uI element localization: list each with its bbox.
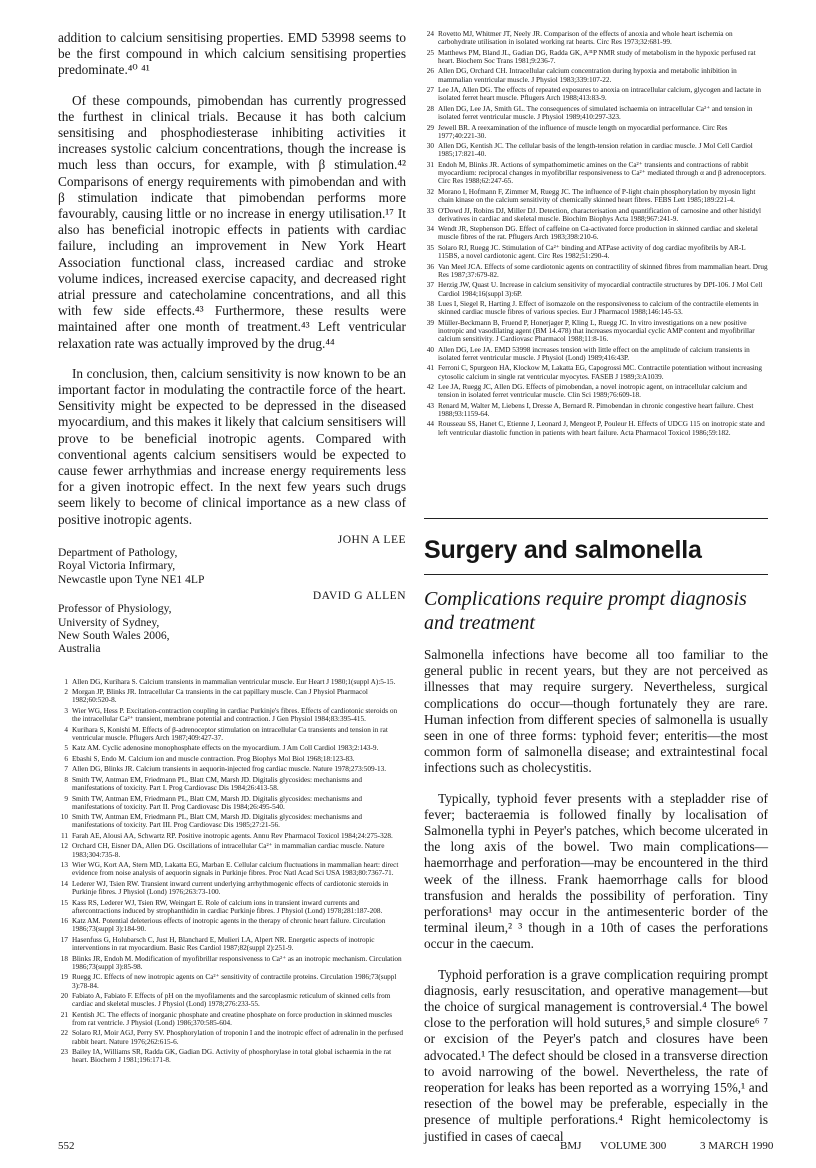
reference-text: Orchard CH, Eisner DA, Allen DG. Oscillations of intracellular Ca²⁺ in mammalian cardiac muscle. Nature 1983;304:735-8. <box>72 842 385 859</box>
reference-text: Allen DG, Lee JA, Smith GL. The consequences of simulated ischaemia on intracellular Ca²⁺ and tension in isolated ferret ventricular muscle. J Physiol 1989;410:297-323. <box>438 104 753 122</box>
body-paragraph: Of these compounds, pimobendan has currently progressed the furthest in clinical trials. Because it has both calcium sensitising and phosphodiesterase inhibiting activities it increases systolic calcium concentrations, though the increase is much less than occurs, for example, with β stimulation.⁴² Comparisons of energy requirements with pimobendan and with β stimulation indicate that pimobendan performs more favourably, causing little or no increase in energy utilisation.¹⁷ It also has beneficial inotropic effects in patients with cardiac failure, including an improvement in New York Heart Association functional class, increased cardiac and stroke volume indices, increased exercise capacity, and decreased right atrial pressure and catecholamine concentrations, and all this with few side effects.⁴³ Furthermore, these results were maintained after one month of treatment.⁴³ Left ventricular relaxation rate was actually improved by the drug.⁴⁴ <box>58 92 406 351</box>
reference-text: Morgan JP, Blinks JR. Intracellular Ca transients in the cat papillary muscle. Can J Physiol Pharmacol 1982;60:520-8. <box>72 688 368 705</box>
reference-item <box>58 776 406 792</box>
body-paragraph: addition to calcium sensitising properties. EMD 53998 seems to be the first compound in which calcium sensitising properties predominate.⁴⁰ ⁴¹ <box>58 30 406 78</box>
reference-item <box>424 346 768 362</box>
reference-item <box>424 124 768 140</box>
address-line: University of Sydney, <box>58 615 160 629</box>
reference-number: 20 <box>60 992 68 1001</box>
reference-text: Allen DG, Lee JA. EMD 53998 increases tension with little effect on the amplitude of calcium transients in isolated ferret ventricular muscle. J Physiol (Lond) 1989;416:43P. <box>438 345 750 362</box>
reference-item <box>58 861 406 877</box>
reference-number: 43 <box>426 401 434 410</box>
reference-item <box>58 992 406 1008</box>
article-paragraph: Salmonella infections have become all too familiar to the general public in recent years, but they are not perceived as illnesses that may require surgery. Nevertheless, surgical complications do occur—though fortunately they are rare. Human infection from different species of salmonella is usually seen in one of three forms: typhoid fever; enteritis—the most common form of salmonella disease; and extraintestinal focal infections such as cholecystitis. <box>424 647 768 776</box>
reference-number: 24 <box>426 30 434 38</box>
reference-item <box>424 188 768 204</box>
reference-number: 9 <box>64 794 68 803</box>
address-line: Newcastle upon Tyne NE1 4LP <box>58 572 205 586</box>
reference-text: Van Meel JCA. Effects of some cardiotonic agents on contractility of skinned fibres from mammalian heart. Drug Res 1987;37:679-82. <box>438 262 768 279</box>
reference-text: Kass RS, Lederer WJ, Tsien RW, Weingart E. Role of calcium ions in transient inward currents and aftercontractions induced by strophanthidin in cardiac Purkinje fibres. J Physiol (Lond) 1978;281:187-208. <box>72 898 383 915</box>
article-title: Surgery and salmonella <box>424 536 702 564</box>
address-line: Professor of Physiology, <box>58 602 172 616</box>
reference-number: 31 <box>426 160 434 169</box>
reference-text: Müller-Beckmann B, Fruend P, Honerjager P, Kling L, Ruegg JC. In vitro investigations on a new positive inotropic and vasodilating agent (BM 14.478) that increases myocardial cyclic AMP content and myofibrillar calcium sensitivity. J Cardiovasc Pharmacol 1988;11:8-16. <box>438 318 755 344</box>
reference-item <box>58 726 406 742</box>
reference-item <box>424 86 768 102</box>
journal-name: BMJ <box>560 1140 582 1152</box>
reference-item <box>424 244 768 260</box>
reference-text: Rovetto MJ, Whitmer JT, Neely JR. Comparison of the effects of anoxia and whole heart ischemia on carbohydrate utilisation in isolated working rat hearts. Circ Res 1973;32:681-99. <box>438 30 733 47</box>
reference-item <box>424 225 768 241</box>
reference-number: 12 <box>60 842 68 851</box>
reference-item <box>424 142 768 158</box>
reference-text: Lederer WJ, Tsien RW. Transient inward current underlying arrhythmogenic effects of cardiotonic steroids in Purkinje fibres. J Physiol (Lond) 1976;263:73-100. <box>72 879 389 897</box>
reference-text: Lee JA, Allen DG. The effects of repeated exposures to anoxia on intracellular calcium, glycogen and lactate in isolated ferret heart muscle. Pflugers Arch 1988;413:83-9. <box>438 86 762 103</box>
reference-item <box>58 899 406 915</box>
address-line: Department of Pathology, <box>58 545 178 559</box>
reference-item <box>424 30 768 46</box>
reference-number: 30 <box>426 142 434 151</box>
article-paragraph: Typhoid perforation is a grave complication requiring prompt diagnosis, early resuscitation, and operative management—but the choice of surgical management is controversial.⁴ The bowel close to the perforation will hold sutures,⁵ and simple closure⁶ ⁷ or excision of the Peyer's patch and closures have been advocated.¹ The defect should be closed in a transverse direction to avoid narrowing of the bowel. Nevertheless, the rate of reoperation for leaks has been reported as a worrying 15%,¹ and resection of the bowel may be preferable, especially in the presence of multiple perforations.⁴ Right hemicolectomy is justified in cases of caecal <box>424 966 768 1144</box>
article-body <box>424 647 768 1159</box>
reference-number: 2 <box>64 688 68 697</box>
reference-text: Matthews PM, Bland JL, Gadian DG, Radda GK, A³¹P NMR study of metabolism in the hypoxic perfused rat heart. Biochem Soc Trans 1981;9:236-7. <box>438 48 756 65</box>
reference-text: Allen DG, Blinks JR. Calcium transients in aequorin-injected frog cardiac muscle. Nature 1978;273:509-13. <box>72 765 387 774</box>
reference-item <box>58 842 406 858</box>
reference-number: 28 <box>426 104 434 113</box>
reference-item <box>58 813 406 829</box>
reference-number: 40 <box>426 345 434 354</box>
reference-text: Jewell BR. A reexamination of the influence of muscle length on myocardial performance. Circ Res 1977;40:221-30. <box>438 123 728 140</box>
reference-text: Endoh M, Blinks JR. Actions of sympathomimetic amines on the Ca²⁺ transients and contractions of rabbit myocardium: reciprocal changes in myofibrillar responsiveness to Ca²⁺ mediated through α and β adrenoceptors. Circ Res 1988;62:247-65. <box>438 160 766 186</box>
page-number: 552 <box>58 1140 75 1152</box>
reference-number: 37 <box>426 281 434 290</box>
reference-number: 22 <box>60 1029 68 1038</box>
reference-number: 42 <box>426 383 434 392</box>
reference-text: Allen DG, Orchard CH. Intracellular calcium concentration during hypoxia and metabolic inhibition in mammalian ventricular muscle. J Physiol 1983;339:107-22. <box>438 67 737 84</box>
reference-item <box>424 420 768 436</box>
reference-number: 16 <box>60 917 68 926</box>
left-column <box>58 30 406 1067</box>
reference-item <box>424 383 768 399</box>
reference-item <box>58 678 406 686</box>
reference-text: Wendt JR, Stephenson DG. Effect of caffeine on Ca-activated force production in skinned cardiac and skeletal muscle fibres of the rat. Pflugers Arch 1983;398:210-6. <box>438 225 758 242</box>
reference-item <box>58 1048 406 1064</box>
reference-text: Kentish JC. The effects of inorganic phosphate and creatine phosphate on force production in skinned muscles from rat ventricle. J Physiol (Lond) 1986;370:585-604. <box>72 1010 393 1027</box>
address-line: New South Wales 2006, <box>58 628 170 642</box>
reference-item <box>58 917 406 933</box>
reference-text: Katz AM. Cyclic adenosine monophosphate effects on the myocardium. J Am Coll Cardiol 1983;2:143-9. <box>72 744 379 753</box>
reference-list <box>424 30 768 437</box>
reference-text: Ferroni C, Spurgeon HA, Klockow M, Lakatta EG, Capogrossi MC. Contractile potentiation without increasing cytosolic calcium in single rat ventricular myocytes. FASEB J 1989;3:A1039. <box>438 364 763 381</box>
reference-number: 39 <box>426 318 434 327</box>
title-rule <box>424 574 768 575</box>
reference-text: Fabiato A, Fabiato F. Effects of pH on the myofilaments and the sarcoplasmic reticulum of skinned cells from cardiac and skeletal muscles. J Physiol (Lond) 1978;276:233-55. <box>72 992 391 1009</box>
reference-number: 10 <box>60 813 68 822</box>
reference-number: 35 <box>426 243 434 252</box>
reference-item <box>58 973 406 989</box>
reference-item <box>424 161 768 186</box>
reference-item <box>58 744 406 752</box>
reference-number: 33 <box>426 206 434 215</box>
reference-text: Allen DG, Kurihara S. Calcium transients in mammalian ventricular muscle. Eur Heart J 1980;1(suppl A):5-15. <box>72 677 396 686</box>
reference-text: Blinks JR, Endoh M. Modification of myofibrillar responsiveness to Ca²⁺ as an inotropic mechanism. Circulation 1986;73(suppl 3):85-98. <box>72 954 402 971</box>
reference-text: Wier WG, Hess P. Excitation-contraction coupling in cardiac Purkinje's fibres. Effects of cardiotonic steroids on the intracellular Ca²⁺ transient, membrane potential and contraction. J Gen Physiol 1984;83:395-415. <box>72 706 398 724</box>
reference-text: Smith TW, Antman EM, Friedmann PL, Blatt CM, Marsh JD. Digitalis glycosides: mechanisms and manifestations of toxicity. Part II. Prog Cardiovasc Dis 1984;26:495-540. <box>72 794 362 811</box>
reference-text: Rousseau SS, Hanet C, Etienne J, Leonard J, Mengeot P, Pouleur H. Effects of UDCG 115 on inotropic state and left ventricular diastolic function in patients with heart failure. Acta Pharmacol Toxicol 1986;59:182. <box>438 420 765 437</box>
reference-number: 14 <box>60 879 68 888</box>
volume-label: VOLUME 300 <box>600 1140 667 1152</box>
reference-item <box>424 281 768 297</box>
reference-text: Katz AM. Potential deleterious effects of inotropic agents in the therapy of chronic heart failure. Circulation 1986;73(suppl 3):184-90. <box>72 917 386 934</box>
reference-number: 38 <box>426 300 434 309</box>
reference-item <box>424 300 768 316</box>
reference-number: 34 <box>426 225 434 234</box>
reference-number: 6 <box>64 754 68 763</box>
reference-text: Lues I, Siegel R, Harting J. Effect of isomazole on the responsiveness to calcium of the contractile elements in skinned cardiac muscle fibres of various species. Eur J Pharmacol 1988;146:145-53. <box>438 300 759 317</box>
body-paragraph: In conclusion, then, calcium sensitivity is now known to be an important factor in modulating the contractile force of the heart. Sensitivity might be expected to be depressed in the diseased myocardium, and this makes it likely that calcium sensitisers will prove to be beneficial inotropic agents. Compared with conventional agents calcium sensitisers would be expected to cause fewer arrhythmias and increase energy requirements less for a given inotropic effect. In the next few years such drugs seem likely to become of clinical importance as a new class of positive inotropic agents. <box>58 365 406 527</box>
reference-text: Hasenfuss G, Holubarsch C, Just H, Blanchard E, Mulieri LA, Alpert NR. Energetic aspects of inotropic interventions in rat myocardium. Basic Res Cardiol 1987;82(suppl 2):251-9. <box>72 935 375 953</box>
reference-item <box>424 105 768 121</box>
reference-item <box>424 263 768 279</box>
reference-number: 21 <box>60 1010 68 1019</box>
reference-number: 8 <box>64 775 68 784</box>
reference-text: Renard M, Walter M, Liebens I, Dresse A, Bernard R. Pimobendan in chronic congestive heart failure. Chest 1988;93:1159-64. <box>438 401 754 418</box>
reference-item <box>58 688 406 704</box>
reference-text: Kurihara S, Konishi M. Effects of β-adrenoceptor stimulation on intracellular Ca transients and tension in rat ventricular muscle. Pflugers Arch 1987;409:427-37. <box>72 725 388 742</box>
reference-number: 23 <box>60 1048 68 1057</box>
article-paragraph: Typically, typhoid fever presents with a stepladder rise of fever; bacteraemia is followed finally by localisation of Salmonella typhi in Peyer's patches, which become ulcerated in the long axis of the bowel. Two main complications—haemorrhage and perforation—may be encountered in the third week of the illness. Frank haemorrhage calls for blood transfusion and heralds the possibility of perforation. Tiny perforations¹ may occur in the antimesenteric border of the terminal ileum,² ³ though in a 10th of cases the perforations occur in the caecum. <box>424 790 768 952</box>
reference-item <box>424 402 768 418</box>
reference-number: 11 <box>61 831 68 840</box>
reference-item <box>58 707 406 723</box>
reference-text: Smith TW, Antman EM, Friedmann PL, Blatt CM, Marsh JD. Digitalis glycosides: mechanisms and manifestations of toxicity. Part I. Prog Cardiovasc Dis 1984;26:413-58. <box>72 775 362 793</box>
author-name: JOHN A LEE <box>337 533 406 546</box>
reference-text: Solaro RJ, Moir AGJ, Perry SV. Phosphorylation of troponin I and the inotropic effect of adrenalin in the perfused rabbit heart. Nature 1976;262:615-6. <box>72 1029 403 1046</box>
article-subtitle: Complications require prompt diagnosis and treatment <box>424 588 747 634</box>
author-address <box>58 546 406 586</box>
reference-text: Smith TW, Antman EM, Friedmann PL, Blatt CM, Marsh JD. Digitalis glycosides: mechanisms and manifestations of toxicity. Part III. Prog Cardiovasc Dis 1985;27:21-56. <box>72 813 362 830</box>
reference-item <box>424 67 768 83</box>
reference-number: 7 <box>64 765 68 774</box>
reference-item <box>58 832 406 840</box>
reference-item <box>424 49 768 65</box>
reference-item <box>58 1011 406 1027</box>
address-line: Australia <box>58 642 101 656</box>
reference-item <box>58 936 406 952</box>
reference-number: 41 <box>426 364 434 373</box>
reference-text: Ruegg JC. Effects of new inotropic agents on Ca²⁺ sensitivity of contractile proteins. Circulation 1986;73(suppl 3):78-84. <box>72 973 397 990</box>
author-name: DAVID G ALLEN <box>312 590 406 603</box>
issue-date: 3 MARCH 1990 <box>700 1140 774 1152</box>
reference-number: 18 <box>60 954 68 963</box>
reference-item <box>424 364 768 380</box>
reference-item <box>58 1029 406 1045</box>
reference-number: 32 <box>426 187 434 196</box>
reference-number: 27 <box>426 86 434 95</box>
reference-number: 1 <box>64 677 68 686</box>
reference-number: 15 <box>60 898 68 907</box>
reference-text: O'Dowd JJ, Robins DJ, Miller DJ. Detection, characterisation and quantification of carnosine and other histidyl derivatives in cardiac and skeletal muscle. Biochim Biophys Acta 1988;967:241-9. <box>438 206 762 223</box>
reference-text: Herzig JW, Quast U. Increase in calcium sensitivity of myocardial contractile structures by DPI-106. J Mol Cell Cardiol 1984;16(suppl 3):6P. <box>438 281 763 298</box>
reference-item <box>58 765 406 773</box>
address-line: Royal Victoria Infirmary, <box>58 559 176 573</box>
reference-number: 17 <box>60 935 68 944</box>
reference-number: 13 <box>60 861 68 870</box>
reference-number: 5 <box>64 744 68 753</box>
reference-text: Lee JA, Ruegg JC, Allen DG. Effects of pimobendan, a novel inotropic agent, on intracellular calcium and tension in isolated ferret ventricular muscle. Clin Sci 1989;76:609-18. <box>438 383 747 400</box>
reference-item <box>58 955 406 971</box>
right-column-references <box>424 30 768 439</box>
reference-item <box>424 207 768 223</box>
reference-number: 29 <box>426 123 434 132</box>
reference-text: Wier WG, Kort AA, Stern MD, Lakatta EG, Marban E. Cellular calcium fluctuations in mammalian heart: direct evidence from noise analysis of aequorin signals in Purkinje fibres. Proc Natl Acad Sci USA 1983;80:7367-71. <box>72 861 399 878</box>
reference-number: 19 <box>60 973 68 982</box>
reference-text: Farah AE, Alousi AA, Schwartz RP. Positive inotropic agents. Annu Rev Pharmacol Toxicol 1984;24:275-328. <box>72 831 393 840</box>
reference-item <box>58 795 406 811</box>
reference-number: 44 <box>426 420 434 429</box>
reference-number: 25 <box>426 48 434 57</box>
reference-text: Ebashi S, Endo M. Calcium ion and muscle contraction. Prog Biophys Mol Biol 1968;18:123-83. <box>72 754 355 763</box>
article-divider <box>424 518 768 519</box>
reference-text: Allen DG, Kentish JC. The cellular basis of the length-tension relation in cardiac muscle. J Mol Cell Cardiol 1985;17:821-40. <box>438 142 753 159</box>
reference-number: 36 <box>426 262 434 271</box>
reference-list <box>58 678 406 1065</box>
reference-item <box>58 880 406 896</box>
reference-item <box>58 755 406 763</box>
reference-item <box>424 319 768 344</box>
reference-text: Bailey IA, Williams SR, Radda GK, Gadian DG. Activity of phosphorylase in total global ischaemia in the rat heart. Biochem J 1981;196:171-8. <box>72 1048 392 1065</box>
reference-text: Solaro RJ, Ruegg JC. Stimulation of Ca²⁺ binding and ATPase activity of dog cardiac myofibrils by AR-L 115BS, a novel cardiotonic agent. Circ Res 1982;51:290-4. <box>438 243 746 261</box>
reference-number: 26 <box>426 67 434 76</box>
reference-text: Morano I, Hofmann F, Zimmer M, Ruegg JC. The influence of P-light chain phosphorylation by myosin light chain kinase on the calcium sensitivity of chemically skinned heart fibres. FEBS Lett 1985;189:221-4. <box>438 187 756 205</box>
author-address <box>58 602 406 656</box>
reference-number: 3 <box>64 706 68 715</box>
reference-number: 4 <box>64 725 68 734</box>
